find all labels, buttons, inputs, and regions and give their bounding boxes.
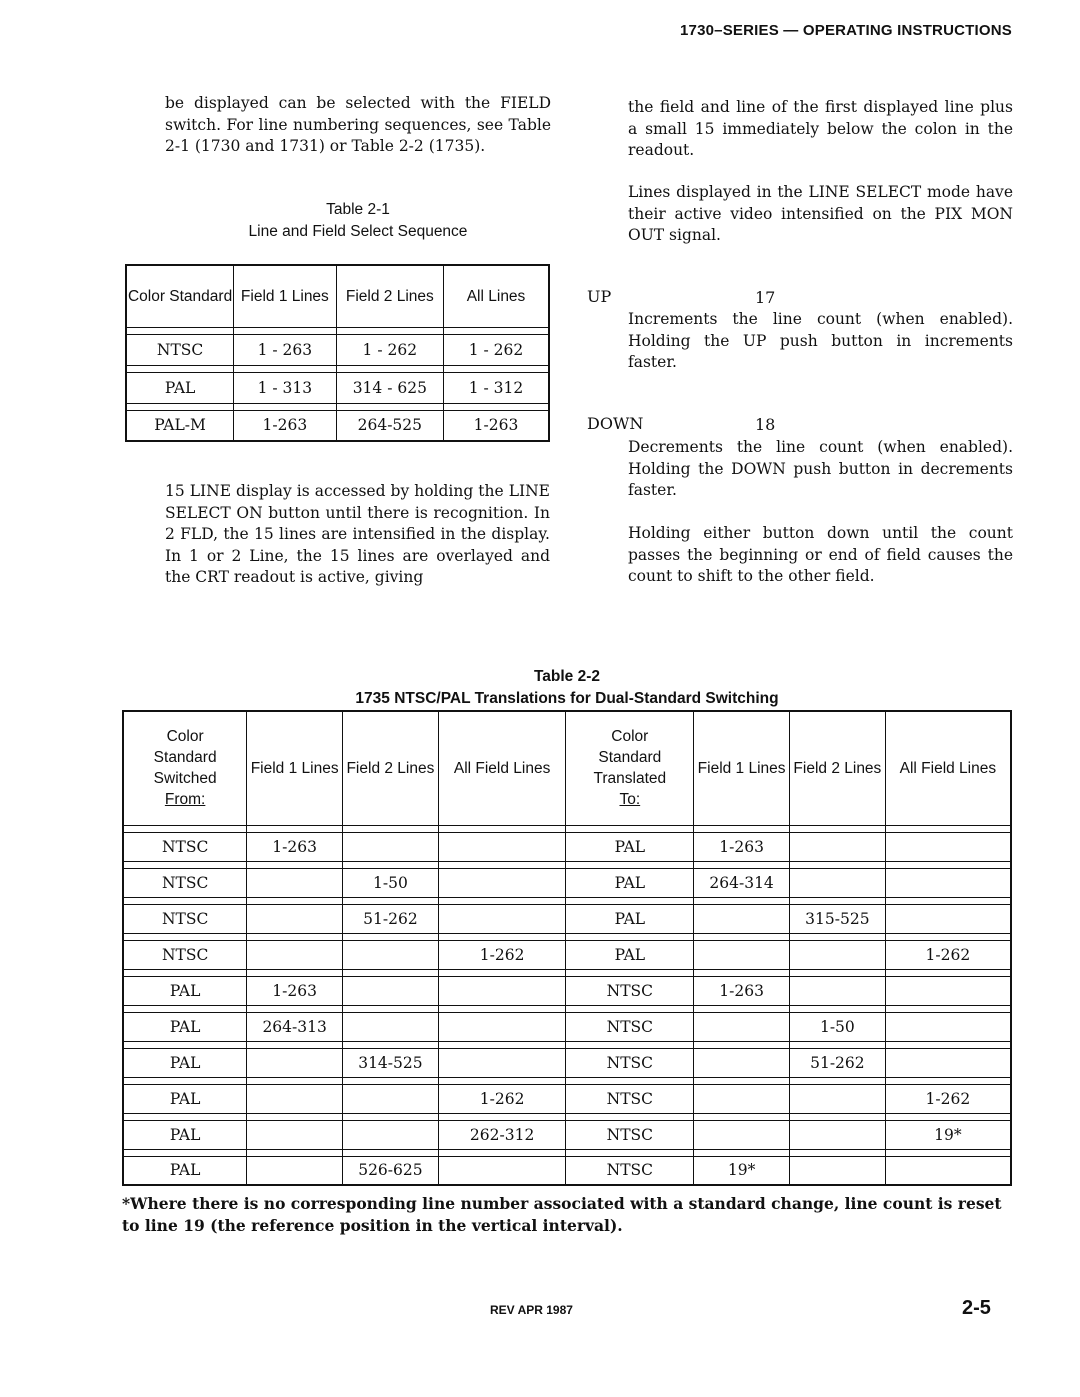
table-cell: PAL-M	[126, 410, 234, 441]
header-line: Switched	[153, 770, 217, 788]
table-row	[123, 1156, 1011, 1185]
header-line: Translated	[593, 770, 667, 788]
table-cell	[694, 1048, 790, 1077]
table-cell	[694, 1120, 790, 1149]
table2-header-cell: All Field Lines	[885, 711, 1011, 825]
table-cell: 314 - 625	[336, 372, 443, 403]
table-cell: 315-525	[789, 904, 885, 933]
right-paragraph-1: the field and line of the first displayed line plus a small 15 immediately below the colon in the readout.	[628, 98, 1013, 159]
table-cell	[247, 1048, 343, 1077]
table-cell	[694, 1084, 790, 1113]
table-cell	[438, 1156, 566, 1185]
header-line: From:	[164, 791, 206, 809]
table-cell	[789, 868, 885, 897]
table-cell: 1 - 312	[444, 372, 549, 403]
table-row	[123, 1048, 1011, 1077]
table-cell: PAL	[566, 832, 694, 861]
table-cell	[343, 1120, 439, 1149]
table2-header-cell: Field 1 Lines	[694, 711, 790, 825]
table-cell: 1-50	[343, 868, 439, 897]
up-control-description: Increments the line count (when enabled). Holding the UP push button in increments faster.	[628, 310, 1013, 371]
table-cell: 314-525	[343, 1048, 439, 1077]
table-cell	[694, 940, 790, 969]
table-cell	[343, 940, 439, 969]
table2-header-cell: All Field Lines	[438, 711, 566, 825]
table-cell: 1-263	[444, 410, 549, 441]
table-cell	[438, 832, 566, 861]
header-line: Color	[166, 728, 204, 746]
table-cell: 1 - 262	[444, 334, 549, 365]
table-cell	[789, 1156, 885, 1185]
table-row	[123, 1084, 1011, 1113]
table2-header-cell: Field 2 Lines	[343, 711, 439, 825]
table2-header-cell: Field 1 Lines	[247, 711, 343, 825]
down-control-description: Decrements the line count (when enabled). Holding the DOWN push button in decrements faster.	[628, 438, 1013, 499]
table-cell: 1-263	[694, 832, 790, 861]
table-cell: 1 - 313	[234, 372, 336, 403]
table-cell: NTSC	[566, 976, 694, 1005]
right-paragraph-2: Lines displayed in the LINE SELECT mode have their active video intensified on the PIX MON OUT signal.	[628, 183, 1013, 244]
table-cell	[343, 976, 439, 1005]
table-cell	[885, 1048, 1011, 1077]
table-cell: NTSC	[126, 334, 234, 365]
table-cell	[247, 868, 343, 897]
table2-body	[123, 825, 1011, 1185]
left-paragraph-2: 15 LINE display is accessed by holding the LINE SELECT ON button until there is recognition. In 2 FLD, the 15 lines are intensified in the display. In 1 or 2 Line, the 15 lines are overlayed and the CRT readout is active, giving	[165, 482, 550, 586]
table-row	[126, 410, 549, 441]
table-cell: 526-625	[343, 1156, 439, 1185]
table-cell	[885, 904, 1011, 933]
table1-subtitle: Line and Field Select Sequence	[248, 223, 468, 240]
down-control-number: 18	[755, 415, 776, 434]
table-cell	[885, 1156, 1011, 1185]
table1-header-row	[126, 265, 549, 327]
table1-header-cell: Field 2 Lines	[336, 265, 443, 327]
table-cell: PAL	[123, 1048, 247, 1077]
table-row	[123, 1120, 1011, 1149]
table-cell: NTSC	[566, 1084, 694, 1113]
right-paragraph-3: Holding either button down until the count passes the beginning or end of field causes the count to shift to the other field.	[628, 524, 1013, 585]
table-cell	[789, 940, 885, 969]
table-cell	[789, 976, 885, 1005]
table-cell: 1-50	[789, 1012, 885, 1041]
table-row	[123, 976, 1011, 1005]
table-cell: NTSC	[566, 1048, 694, 1077]
table-row	[123, 832, 1011, 861]
table-cell: 1-262	[438, 1084, 566, 1113]
table-cell	[247, 1156, 343, 1185]
table-cell: PAL	[566, 940, 694, 969]
table2-title: Table 2-2	[533, 668, 601, 685]
table-cell: 264-313	[247, 1012, 343, 1041]
table-row	[126, 372, 549, 403]
table-row	[126, 334, 549, 365]
header-line: To:	[619, 791, 641, 809]
table2-header-cell: Field 2 Lines	[789, 711, 885, 825]
table-cell: 1-263	[247, 976, 343, 1005]
table-cell	[789, 832, 885, 861]
table-cell: 264-314	[694, 868, 790, 897]
table-cell	[885, 976, 1011, 1005]
table-cell: 1-263	[694, 976, 790, 1005]
table-cell: PAL	[123, 1084, 247, 1113]
table-cell	[789, 1084, 885, 1113]
table-cell	[343, 1012, 439, 1041]
table2-header-row	[123, 711, 1011, 825]
table-cell: PAL	[123, 1156, 247, 1185]
table-cell	[438, 976, 566, 1005]
table-cell: NTSC	[566, 1120, 694, 1149]
table-cell	[789, 1120, 885, 1149]
table-cell: PAL	[123, 1012, 247, 1041]
table-row	[123, 940, 1011, 969]
table1-header-cell: Color Standard	[126, 265, 234, 327]
table-cell: NTSC	[566, 1012, 694, 1041]
table-cell: NTSC	[123, 940, 247, 969]
header-line: Color	[611, 728, 649, 746]
table-cell: 51-262	[789, 1048, 885, 1077]
table-cell	[885, 868, 1011, 897]
table-row	[123, 1012, 1011, 1041]
table-cell: 1 - 263	[234, 334, 336, 365]
table2-header-to	[566, 711, 694, 825]
page-header: 1730–SERIES — OPERATING INSTRUCTIONS	[680, 22, 1012, 39]
table-row	[123, 904, 1011, 933]
down-control-name: DOWN	[587, 414, 644, 433]
table-cell: 1-262	[885, 940, 1011, 969]
table-cell	[343, 832, 439, 861]
table-cell	[247, 1084, 343, 1113]
table-cell	[885, 1012, 1011, 1041]
table-cell: 1-263	[234, 410, 336, 441]
table-cell: 1-262	[885, 1084, 1011, 1113]
page-number: 2-5	[962, 1297, 991, 1319]
table2	[122, 710, 1012, 1186]
table2-header-from	[123, 711, 247, 825]
footnote: *Where there is no corresponding line number associated with a standard change, line count is reset to line 19 (the reference position in the vertical interval).	[122, 1194, 1002, 1235]
table-cell: 1-262	[438, 940, 566, 969]
table2-subtitle: 1735 NTSC/PAL Translations for Dual-Standard Switching	[355, 690, 779, 707]
header-line: Standard	[598, 749, 662, 767]
table-cell: 19*	[694, 1156, 790, 1185]
table-cell: PAL	[123, 976, 247, 1005]
revision-date: REV APR 1987	[490, 1303, 573, 1317]
table-cell	[343, 1084, 439, 1113]
table-cell: 19*	[885, 1120, 1011, 1149]
table1-header-cell: All Lines	[444, 265, 549, 327]
table-cell: PAL	[123, 1120, 247, 1149]
table-cell: 1-263	[247, 832, 343, 861]
table-cell: NTSC	[566, 1156, 694, 1185]
table-cell: 262-312	[438, 1120, 566, 1149]
table-cell	[885, 832, 1011, 861]
left-paragraph-1: be displayed can be selected with the FIELD switch. For line numbering sequences, see Table 2-1 (1730 and 1731) or Table 2-2 (1735).	[165, 94, 551, 155]
table1-title: Table 2-1	[326, 201, 390, 218]
up-control-number: 17	[755, 288, 776, 307]
table-cell	[694, 904, 790, 933]
table-cell: PAL	[126, 372, 234, 403]
table-cell	[247, 1120, 343, 1149]
table-cell	[438, 868, 566, 897]
table-cell: NTSC	[123, 832, 247, 861]
up-control-name: UP	[587, 287, 612, 306]
table-cell	[694, 1012, 790, 1041]
table-cell: NTSC	[123, 868, 247, 897]
table-cell: 264-525	[336, 410, 443, 441]
table-row	[123, 868, 1011, 897]
table-cell	[247, 904, 343, 933]
table-cell: PAL	[566, 904, 694, 933]
table-cell: NTSC	[123, 904, 247, 933]
table-cell	[438, 1048, 566, 1077]
header-line: Standard	[153, 749, 217, 767]
table1-header-cell: Field 1 Lines	[234, 265, 336, 327]
table-cell	[247, 940, 343, 969]
table-cell: PAL	[566, 868, 694, 897]
table-cell	[438, 904, 566, 933]
table-cell: 1 - 262	[336, 334, 443, 365]
table-cell: 51-262	[343, 904, 439, 933]
table-cell	[438, 1012, 566, 1041]
table1	[125, 264, 550, 442]
